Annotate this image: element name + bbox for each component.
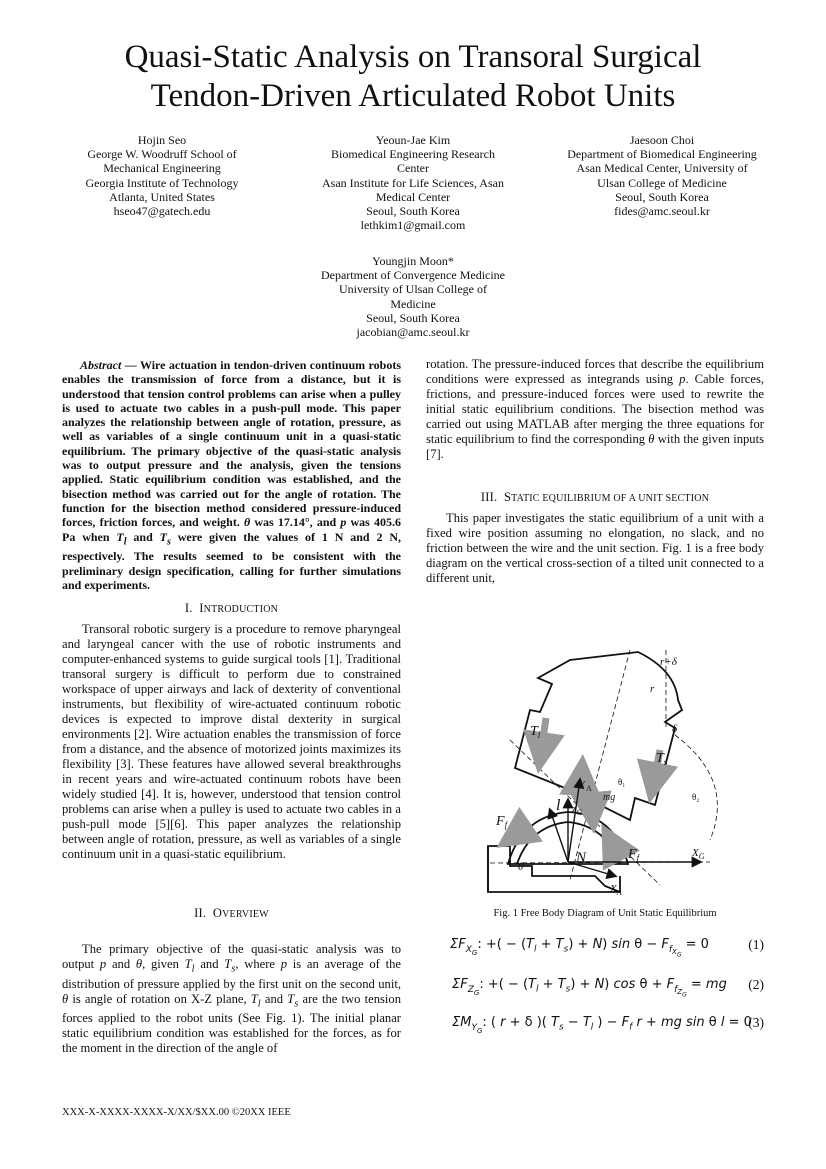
equation-number: (1): [748, 937, 764, 952]
author-affiliation: Ulsan College of Medicine: [597, 175, 727, 190]
text: rotation. The pressure-induced forces that describe the equilibrium conditions were expressed as integrands using: [426, 357, 764, 386]
author-affiliation: Center: [397, 161, 429, 176]
label-tl: $T_l$: [530, 724, 541, 740]
section-heading-rest: NTRODUCTION: [203, 604, 279, 615]
equation-3: $\Sigma M_{Y_G}$: ( r + δ )( $T_s - T_l$ ) − $F_f$ r + mg sin θ l = 0 (3): [452, 1015, 764, 1035]
label-delta: δ: [672, 723, 678, 735]
label-ff-left: $F_f$: [496, 814, 508, 830]
tl-arrow: [540, 718, 546, 760]
static-equilibrium-paragraph: [426, 511, 764, 586]
paragraph: [426, 357, 764, 462]
symbol-theta: θ: [135, 957, 143, 971]
title-line-1: Quasi-Static Analysis on Transoral Surgical: [124, 39, 702, 75]
author-affiliation: Asan Medical Center, University of: [576, 161, 748, 176]
text: and: [106, 957, 136, 971]
abstract-theta: θ: [243, 515, 251, 530]
paragraph: [62, 942, 401, 1056]
equation-2: $\Sigma F_{Z_G}$: +( − $(T_l + T_s) + N$) $\cos \theta + F_{f_{Z_G}}$ = mg (2): [452, 977, 764, 999]
section-heading-overview: [62, 906, 401, 921]
author-affiliation: George W. Woodruff School of: [87, 147, 237, 162]
symbol-p: p: [99, 957, 107, 971]
author-affiliation: Atlanta, United States: [109, 189, 215, 204]
author-affiliation: Mechanical Engineering: [103, 161, 221, 176]
label-xa: $X_A$: [610, 883, 622, 897]
abstract-tl-sub: l: [123, 535, 127, 547]
equation-1: $\Sigma F_{X_G}$: +( − $(T_l + T_s) + N$) $\sin \theta - F_{f_{X_G}} = 0$ (1): [450, 937, 764, 959]
abstract-text: was 17.14°, and: [250, 515, 341, 530]
author-affiliation: Medical Center: [375, 189, 451, 204]
paragraph: Transoral robotic surgery is a procedure to remove pharyngeal and laryngeal cancer with the use of robotic instruments and computer-enhanced systems to guide surgical tools [1]. Traditional transoral surgery is difficult to perform due to constrained workspace of upper airways and lack of dexterity of conventional instruments, but flexibility of wire-actuated continuum robotic devices is expected to improve distal dexterity in surgical environments [2]. Wire actuation enables the transmission of force from a distance, and the absence of motorized joints maximizes its flexibility [3]. These features have allowed several breakthroughs in recent years and wire-actuated continuum robots have been widely studied [4]. It is, however, understood that tension control problems can arise when a pulley is used to actuate two cables in a push-pull mode [5][6]. This paper analyzes the relationship between angle of rotation, pressure, as well as variables of a single continuum unit in a quasi-static equilibrium.: [62, 622, 401, 861]
text: , where: [235, 957, 281, 971]
equation-number: (3): [748, 1015, 764, 1030]
label-r-delta: r+δ: [660, 656, 677, 668]
section-number: II.: [194, 906, 207, 920]
author-name: Hojin Seo: [137, 133, 187, 147]
base-unit: [488, 812, 628, 892]
author-email[interactable]: fides@amc.seoul.kr: [614, 204, 710, 219]
symbol-tl: T: [184, 957, 192, 971]
text: The primary objective of the quasi-static analysis was to output: [62, 942, 401, 971]
section-heading-rest: TATIC EQUILIBRIUM OF A UNIT SECTION: [511, 493, 710, 504]
abstract-label: Abstract: [80, 358, 122, 372]
figure-labels: [495, 656, 705, 897]
abstract-ts: T: [159, 529, 167, 544]
abstract-ts-sub: s: [166, 535, 171, 547]
abstract-tl: T: [116, 529, 124, 544]
title-line-2: Tendon-Driven Articulated Robot Units: [150, 78, 676, 114]
text: with the given inputs [7].: [426, 432, 764, 461]
figure-caption: Fig. 1 Free Body Diagram of Unit Static Equilibrium: [493, 908, 717, 919]
equation-number: (2): [748, 977, 764, 992]
author-name: Youngjin Moon*: [372, 254, 454, 268]
vectors: [550, 780, 700, 876]
label-xg: $X_G$: [692, 847, 705, 861]
abstract: [62, 358, 401, 592]
author-name: Jaesoon Choi: [629, 133, 695, 147]
symbol-tl: T: [250, 991, 258, 1006]
author-affiliation: Department of Biomedical Engineering: [567, 147, 757, 162]
label-theta1: θ₁: [618, 777, 626, 787]
author-affiliation: Medicine: [390, 296, 436, 311]
author-block-3: [556, 133, 768, 218]
label-zg: $z_G$: [572, 803, 583, 817]
author-block-2: [308, 133, 518, 232]
overview-paragraph-continued: [426, 357, 764, 462]
author-affiliation: University of Ulsan College of: [339, 282, 487, 297]
author-affiliation: Georgia Institute of Technology: [85, 175, 239, 190]
label-ts: $T_s$: [656, 751, 668, 767]
symbol-sub: l: [257, 998, 261, 1010]
symbol-sub: l: [191, 963, 195, 975]
text: are the two tension forces applied to the robot units (See Fig. 1). The initial planar static equilibrium condition was established for the forces, as for the moment in the direction of the angle of: [62, 991, 401, 1056]
symbol-theta: θ: [62, 991, 69, 1006]
author-affiliation: Biomedical Engineering Research: [331, 147, 495, 162]
abstract-text: was 405.6 Pa when: [62, 515, 401, 544]
theta2-arc: [675, 735, 717, 840]
n-vector: [550, 810, 568, 862]
author-email[interactable]: lethkim1@gmail.com: [360, 218, 466, 233]
abstract-text: were given the values of 1 N and 2 N, respectively. The results seemed to be consistent with the preliminary design specification, calling for further simulations and experiments.: [62, 529, 402, 592]
section-heading-initial: O: [212, 906, 223, 920]
paragraph: This paper investigates the static equilibrium of a unit with a fixed wire position assuming no elongation, no slack, and no friction between the wire and the unit section. Fig. 1 is a free body diagram on the vertical cross-section of a tilted unit connected to a different unit,: [426, 511, 764, 585]
label-n: N: [576, 850, 587, 866]
symbol-p: p: [280, 957, 288, 971]
section-number: I.: [184, 601, 193, 615]
label-ya: $Y_A$: [578, 779, 592, 793]
abstract-p: p: [340, 515, 347, 530]
author-affiliation: Seoul, South Korea: [366, 310, 460, 325]
text: is angle of rotation on X-Z plane,: [68, 991, 251, 1006]
section-heading-introduction: [62, 601, 401, 616]
free-body-diagram: [470, 640, 740, 912]
author-affiliation: Asan Institute for Life Sciences, Asan: [322, 175, 504, 190]
section-heading-initial: I: [199, 601, 204, 615]
label-mg: mg: [603, 792, 616, 803]
introduction-paragraph: [62, 622, 401, 862]
author-affiliation: Seoul, South Korea: [615, 189, 709, 204]
author-name: Yeoun-Jae Kim: [375, 133, 451, 147]
author-block-1: [62, 133, 262, 218]
author-email[interactable]: jacobian@amc.seoul.kr: [356, 325, 470, 340]
abstract-text: and: [126, 529, 160, 544]
label-theta2: θ₂: [692, 792, 700, 802]
symbol-theta: θ: [648, 432, 655, 446]
text: and: [194, 957, 225, 971]
text: . Cable forces, frictions, and pressure-induced forces were used to rewrite the initial static equilibrium conditions. The bisection method was carried out using MATLAB after merging the three equations for static equilibrium to find the corresponding: [426, 372, 764, 446]
abstract-text: Wire actuation in tendon-driven continuum robots enables the transmission of force from a distance, but it is understood that tension control problems can arise when a pulley is used to actuate two cables in a push-pull mode. This paper analyzes the relationship between angle of rotation, pressure, as well as variables of a single continuum unit in a quasi-static equilibrium. The primary objective of the quasi-static analysis was to output pressure and the analysis, given the tensions applied. Static equilibrium condition was established, and the bisection method was carried out for the angle of rotation. The function for the bisection method considered pressure-induced forces, friction forces, and weight.: [62, 358, 401, 530]
section-heading-static-equilibrium: [426, 490, 764, 505]
label-r: r: [650, 683, 655, 695]
author-email[interactable]: hseo47@gatech.edu: [113, 204, 211, 219]
ff-left-arrow: [508, 825, 530, 840]
section-heading-rest: VERVIEW: [222, 909, 269, 920]
symbol-p: p: [679, 372, 686, 386]
abstract-dash: —: [121, 358, 140, 372]
label-l: l: [556, 797, 561, 814]
text: , given: [142, 957, 185, 971]
label-ff-right: $F_f$: [628, 847, 640, 863]
symbol-sub: s: [294, 998, 299, 1010]
paper-title: [0, 38, 826, 116]
copyright-footer: XXX-X-XXXX-XXXX-X/XX/$XX.00 ©20XX IEEE: [62, 1107, 291, 1118]
section-number: III.: [480, 490, 498, 504]
text: and: [260, 991, 288, 1006]
symbol-sub: s: [231, 963, 236, 975]
symbol-ts: T: [224, 957, 232, 971]
author-block-4: [308, 254, 518, 339]
label-theta: θ: [518, 861, 524, 873]
author-affiliation: Department of Convergence Medicine: [320, 268, 506, 283]
overview-paragraph: [62, 942, 401, 1056]
section-heading-initial: S: [503, 490, 512, 504]
symbol-ts: T: [287, 991, 295, 1006]
author-affiliation: Seoul, South Korea: [366, 204, 460, 219]
text: is an average of the distribution of pressure applied by the first unit on the second unit,: [62, 957, 401, 991]
